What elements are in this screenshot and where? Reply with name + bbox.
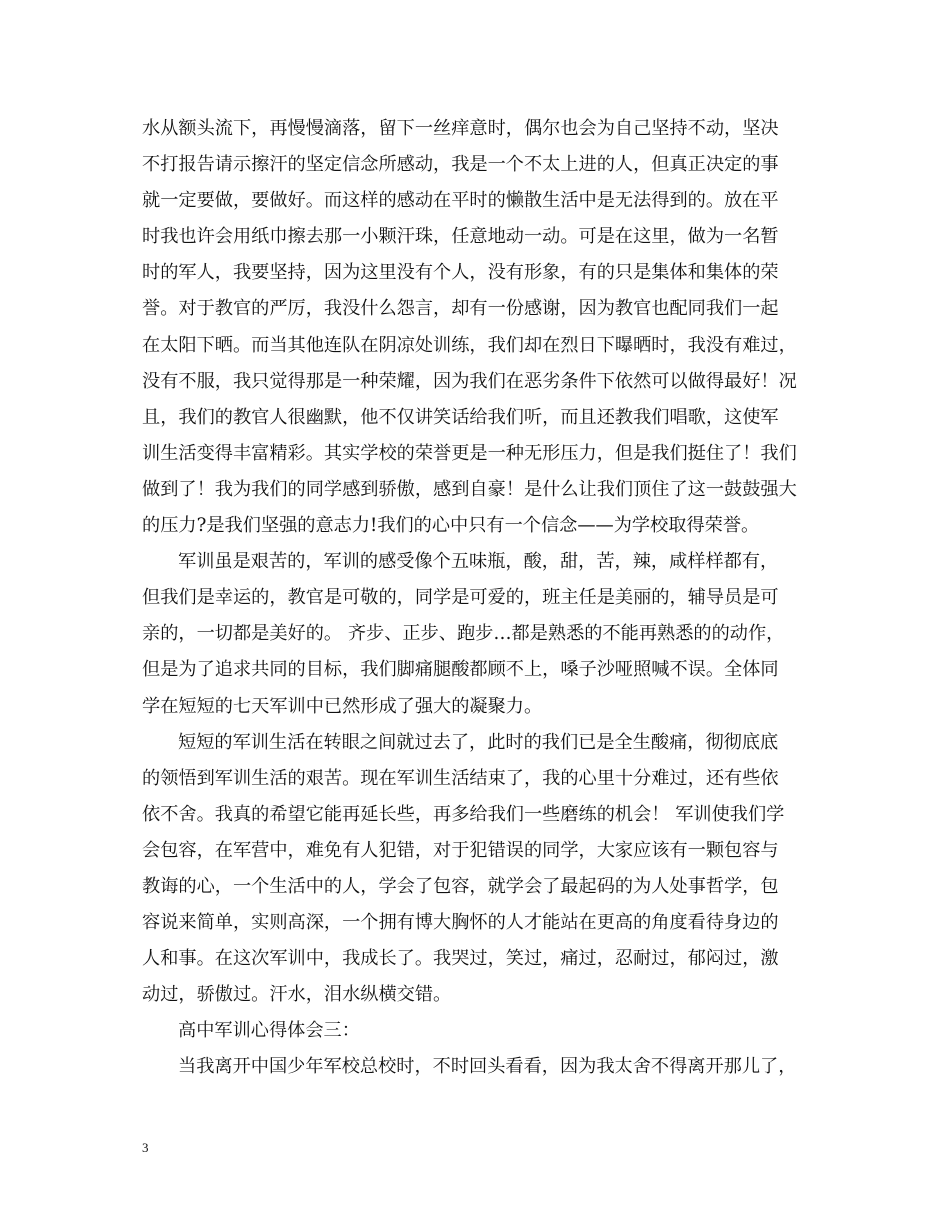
text-line: 时我也许会用纸巾擦去那一小颗汗珠，任意地动一动。可是在这里，做为一名暂 <box>142 226 779 248</box>
text-line: 做到了！我为我们的同学感到骄傲，感到自豪！是什么让我们顶住了这一鼓鼓强大 <box>142 478 797 500</box>
text-line: 誉。对于教官的严厉，我没什么怨言，却有一份感谢，因为教官也配同我们一起 <box>142 298 779 320</box>
text-line: 亲的，一切都是美好的。 齐步、正步、跑步…都是熟悉的不能再熟悉的的动作， <box>142 623 785 645</box>
text-line: 容说来简单，实则高深，一个拥有博大胸怀的人才能站在更高的角度看待身边的 <box>142 912 779 934</box>
text-line: 就一定要做，要做好。而这样的感动在平时的懒散生活中是无法得到的。放在平 <box>142 190 779 212</box>
text-line: 依不舍。我真的希望它能再延长些，再多给我们一些磨练的机会！ 军训使我们学 <box>142 803 785 825</box>
text-line: 但是为了追求共同的目标，我们脚痛腿酸都顾不上，嗓子沙哑照喊不误。全体同 <box>142 659 779 681</box>
text-line: 不打报告请示擦汗的坚定信念所感动，我是一个不太上进的人，但真正决定的事 <box>142 154 779 176</box>
text-line: 会包容，在军营中，难免有人犯错，对于犯错误的同学，大家应该有一颗包容与 <box>142 839 779 861</box>
text-line: 但我们是幸运的，教官是可敬的，同学是可爱的，班主任是美丽的，辅导员是可 <box>142 587 779 609</box>
text-line: 没有不服，我只觉得那是一种荣耀，因为我们在恶劣条件下依然可以做得最好！况 <box>142 370 797 392</box>
paragraph-start-line: 短短的军训生活在转眼之间就过去了，此时的我们已是全生酸痛，彻彻底底 <box>178 731 779 753</box>
body-text <box>142 111 822 1086</box>
text-line: 人和事。在这次军训中，我成长了。我哭过，笑过，痛过，忍耐过，郁闷过，激 <box>142 948 779 970</box>
text-line: 动过，骄傲过。汗水，泪水纵横交错。 <box>142 984 452 1006</box>
section-heading: 高中军训心得体会三： <box>178 1020 360 1042</box>
text-line: 且，我们的教官人很幽默，他不仅讲笑话给我们听，而且还教我们唱歌，这使军 <box>142 406 779 428</box>
paragraph-start-line: 军训虽是艰苦的，军训的感受像个五味瓶，酸，甜，苦，辣，咸样样都有， <box>178 551 779 573</box>
text-line: 水从额头流下，再慢慢滴落，留下一丝痒意时，偶尔也会为自己坚持不动，坚决 <box>142 118 779 139</box>
text-line: 在太阳下晒。而当其他连队在阴凉处训练，我们却在烈日下曝晒时，我没有难过， <box>142 334 797 356</box>
text-line: 教诲的心，一个生活中的人，学会了包容，就学会了最起码的为人处事哲学，包 <box>142 875 779 897</box>
text-line: 的领悟到军训生活的艰苦。现在军训生活结束了，我的心里十分难过，还有些依 <box>142 767 779 789</box>
text-line: 时的军人，我要坚持，因为这里没有个人，没有形象，有的只是集体和集体的荣 <box>142 262 779 284</box>
text-line: 的压力?是我们坚强的意志力!我们的心中只有一个信念——为学校取得荣誉。 <box>142 515 760 537</box>
text-line: 训生活变得丰富精彩。其实学校的荣誉更是一种无形压力，但是我们挺住了！我们 <box>142 442 797 464</box>
text-line: 学在短短的七天军训中已然形成了强大的凝聚力。 <box>142 695 543 717</box>
page-number: 3 <box>142 1140 149 1155</box>
paragraph-start-line: 当我离开中国少年军校总校时，不时回头看看，因为我太舍不得离开那儿了， <box>178 1056 797 1078</box>
